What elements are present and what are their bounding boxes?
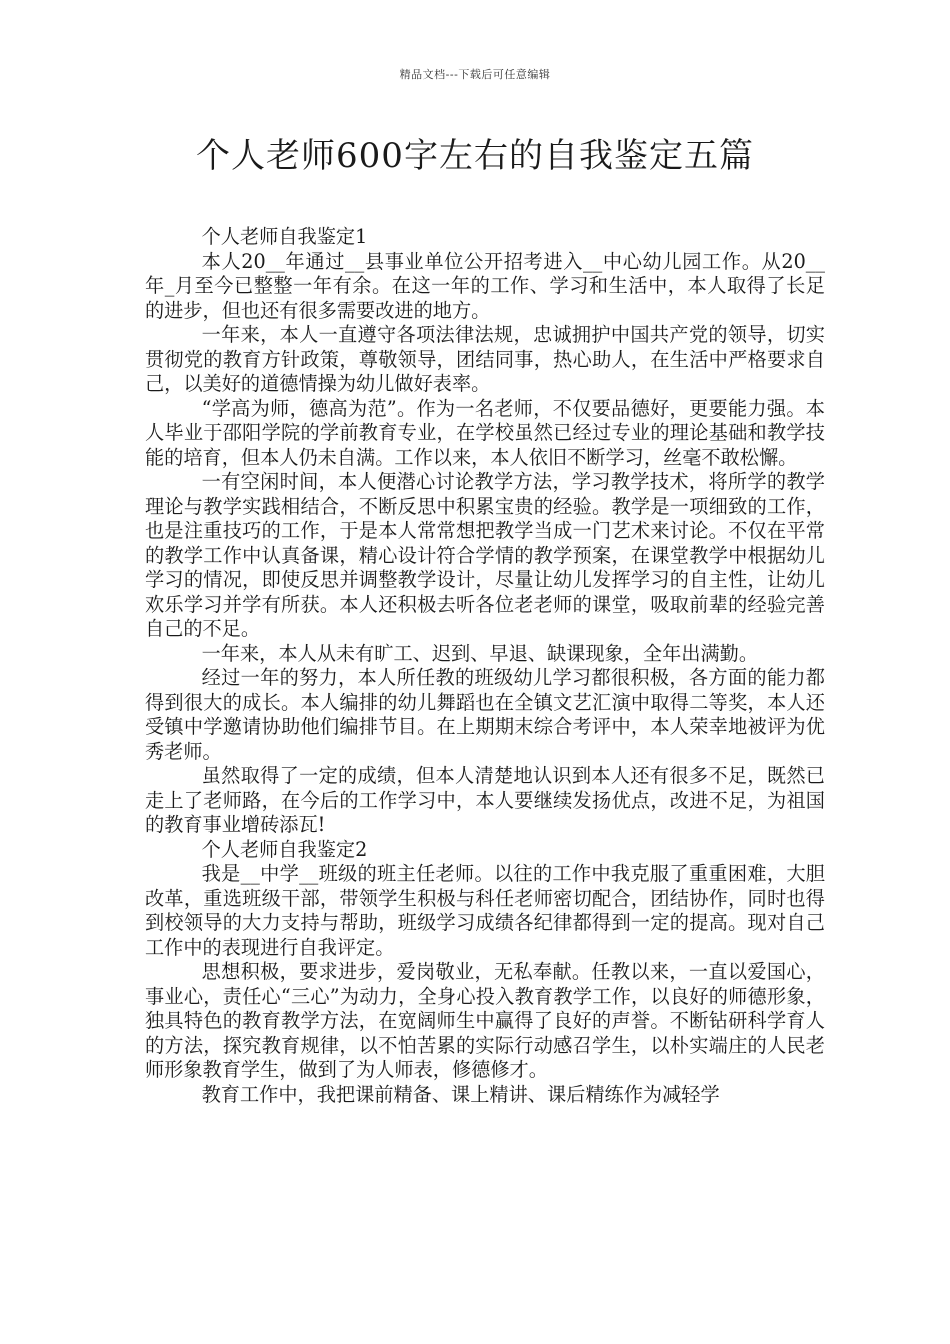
header-note: 精品文档---下载后可任意编辑 [399,68,551,81]
section-heading-1: 个人老师自我鉴定1 [201,225,368,248]
paragraph: 我是__中学__班级的班主任老师。以往的工作中我克服了重重困难，大胆改革，重选班级干部，带领学生积极与科任老师密切配合，团结协作，同时也得到校领导的大力支持与帮助，班级学习成绩各纪律都得到一定的提高。现对自己工作中的表现进行自我评定。 [145,862,825,959]
paragraph: 虽然取得了一定的成绩，但本人清楚地认识到本人还有很多不足，既然已走上了老师路，在今后的工作学习中，本人要继续发扬优点，改进不足，为祖国的教育事业增砖添瓦! [145,764,825,836]
document-body [145,225,825,1107]
paragraph: 本人20__年通过__县事业单位公开招考进入__中心幼儿园工作。从20__年_月至今已整整一年有余。在这一年的工作、学习和生活中，本人取得了长足的进步，但也还有很多需要改进的地方。 [145,249,825,322]
paragraph: 一年来，本人一直遵守各项法律法规，忠诚拥护中国共产党的领导，切实贯彻党的教育方针政策，尊敬领导，团结同事，热心助人，在生活中严格要求自己，以美好的道德情操为幼儿做好表率。 [145,323,825,395]
paragraph: “学高为师，德高为范”。作为一名老师，不仅要品德好，更要能力强。本人毕业于邵阳学院的学前教育专业，在学校虽然已经过专业的理论基础和教学技能的培育，但本人仍未自满。工作以来，本人依旧不断学习，丝毫不敢松懈。 [145,396,825,469]
paragraph: 思想积极，要求进步，爱岗敬业，无私奉献。任教以来，一直以爱国心，事业心，责任心“三心”为动力，全身心投入教育教学工作，以良好的师德形象，独具特色的教育教学方法，在宽阔师生中赢得了良好的声誉。不断钻研科学育人的方法，探究教育规律，以不怕苦累的实际行动感召学生，以朴实端庄的人民老师形象教育学生，做到了为人师表，修德修才。 [145,960,825,1081]
section-heading-2: 个人老师自我鉴定2 [201,837,368,861]
paragraph: 一有空闲时间，本人便潜心讨论教学方法，学习教学技术，将所学的教学理论与教学实践相结合，不断反思中积累宝贵的经验。教学是一项细致的工作，也是注重技巧的工作，于是本人常常想把教学当成一门艺术来讨论。不仅在平常的教学工作中认真备课，精心设计符合学情的教学预案，在课堂教学中根据幼儿学习的情况，即使反思并调整教学设计，尽量让幼儿发挥学习的自主性，让幼儿欢乐学习并学有所获。本人还积极去听各位老老师的课堂，吸取前辈的经验完善自己的不足。 [145,470,825,640]
paragraph: 经过一年的努力，本人所任教的班级幼儿学习都很积极，各方面的能力都得到很大的成长。本人编排的幼儿舞蹈也在全镇文艺汇演中取得二等奖，本人还受镇中学邀请协助他们编排节目。在上期期末综合考评中，本人荣幸地被评为优秀老师。 [145,666,825,763]
paragraph: 教育工作中，我把课前精备、课上精讲、课后精练作为减轻学 [201,1082,720,1106]
document-title: 个人老师600字左右的自我鉴定五篇 [196,136,754,176]
paragraph: 一年来，本人从未有旷工、迟到、早退、缺课现象，全年出满勤。 [201,641,759,665]
